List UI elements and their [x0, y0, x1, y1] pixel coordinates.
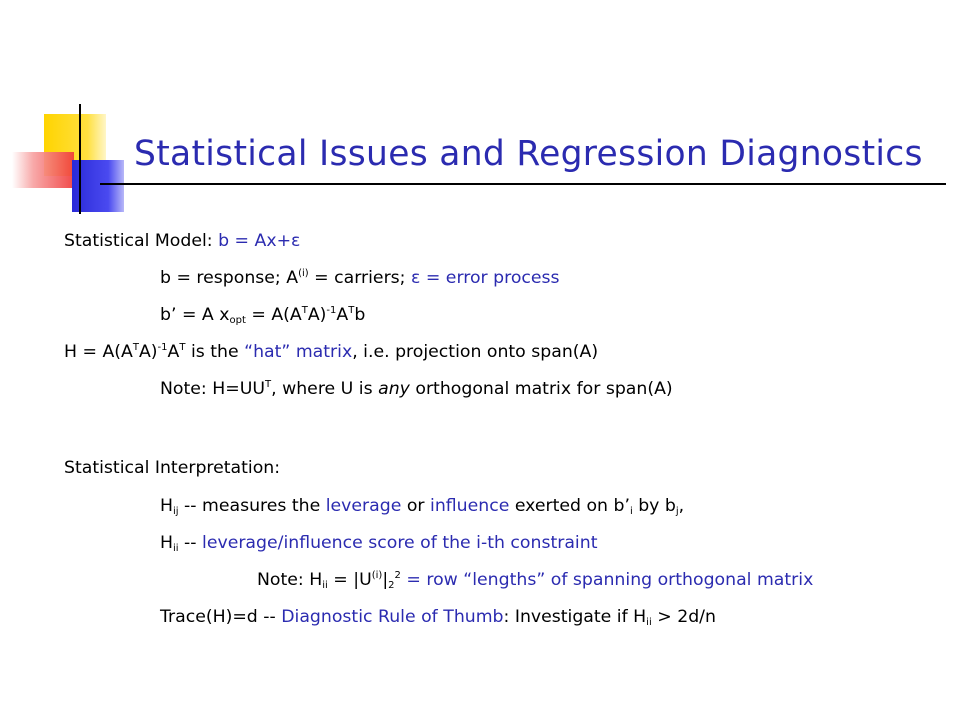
- title-underline: [100, 183, 946, 185]
- trace-rule-line: Trace(H)=d -- Diagnostic Rule of Thumb: Investigate if $H_{ii} > 2d/n$: [160, 607, 716, 628]
- hij-line: $H_{ij}$ -- measures the leverage or influence exerted on $b’_i$ by $b_j$,: [160, 496, 685, 517]
- definitions-line: b = response; $A^{(i)}$ = carriers; ε = error process: [160, 268, 560, 288]
- note-row-lengths-line: Note: $H_{ii} = |U^{(i)}|_2^2$ = row “lengths” of spanning orthogonal matrix: [257, 570, 814, 591]
- decor-vertical-line: [79, 104, 81, 214]
- decor-red-bar: [12, 152, 74, 188]
- least-squares-line: b’ = A $x_{opt} = A(A^TA)^{-1}A^Tb$: [160, 305, 366, 326]
- hat-matrix-line: $H = A(A^TA)^{-1}A^T$ is the “hat” matrix, i.e. projection onto span(A): [64, 342, 599, 362]
- hii-line: $H_{ii}$ -- leverage/influence score of the i-th constraint: [160, 533, 598, 554]
- statistical-model-line: Statistical Model: b = Ax+ε: [64, 231, 301, 251]
- slide-title: Statistical Issues and Regression Diagnostics: [134, 134, 923, 174]
- note-orthogonal-line: Note: $H=UU^T$, where U is any orthogonal matrix for span(A): [160, 379, 673, 399]
- interpretation-heading: Statistical Interpretation:: [64, 458, 281, 478]
